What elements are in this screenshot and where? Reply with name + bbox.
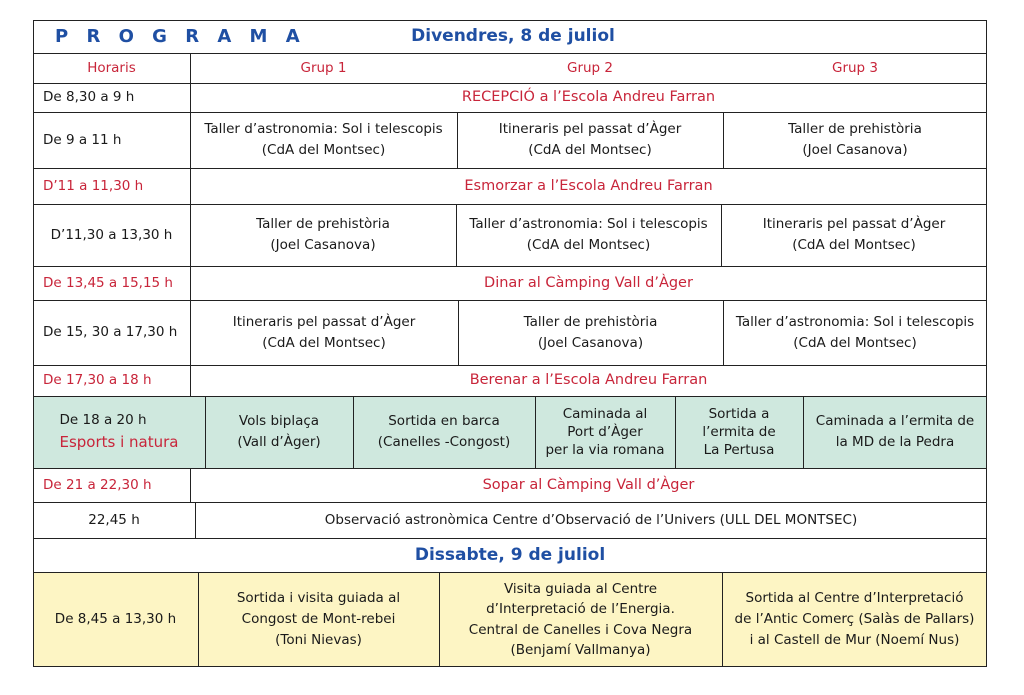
r4-grup1: Taller de prehistòria (Joel Casanova)	[256, 216, 390, 253]
activity-antic-comerc: Sortida al Centre d’Interpretació de l’Antic Comerç (Salàs de Pallars) i al Castell de Mur (Noemí Nus)	[734, 590, 975, 648]
activity-md-pedra: Caminada a l’ermita de la MD de la Pedra	[815, 413, 975, 450]
event-sopar: Sopar al Càmping Vall d’Àger	[482, 476, 695, 493]
event-observacio: Observació astronòmica Centre d’Observació de l’Univers (ULL DEL MONTSEC)	[324, 511, 858, 528]
header-horaris: Horaris	[87, 59, 136, 76]
activity-vols: Vols biplaça (Vall d’Àger)	[237, 413, 321, 450]
time-r5: De 13,45 a 15,15 h	[43, 274, 173, 291]
event-berenar: Berenar a l’Escola Andreu Farran	[469, 372, 708, 389]
r2-grup3: Taller de prehistòria (Joel Casanova)	[788, 121, 922, 158]
time-r3: D’11 a 11,30 h	[43, 177, 144, 194]
event-dinar: Dinar al Càmping Vall d’Àger	[484, 274, 693, 291]
r6-grup1: Itineraris pel passat d’Àger (CdA del Montsec)	[232, 313, 416, 351]
activity-mont-rebei: Sortida i visita guiada al Congost de Mont-rebei (Toni Nievas)	[236, 590, 401, 648]
r4-grup3: Itineraris pel passat d’Àger (CdA del Montsec)	[762, 216, 946, 253]
header-grup-2: Grup 2	[566, 59, 614, 76]
r4-grup2: Taller d’astronomia: Sol i telescopis (CdA del Montsec)	[469, 216, 708, 253]
event-reception: RECEPCIÓ a l’Escola Andreu Farran	[461, 89, 716, 106]
header-grup-1: Grup 1	[300, 59, 347, 76]
day1-title: Divendres, 8 de juliol	[411, 26, 615, 47]
program-table	[33, 20, 987, 667]
time-r4: D’11,30 a 13,30 h	[50, 226, 173, 243]
time-r6: De 15, 30 a 17,30 h	[43, 324, 178, 341]
event-esmorzar: Esmorzar a l’Escola Andreu Farran	[464, 177, 713, 194]
activity-port-ager: Caminada al Port d’Àger per la via romana	[545, 405, 665, 459]
activity-energia: Visita guiada al Centre d’Interpretació de l’Energia. Central de Canelles i Cova Negra (Benjamí Vallmanya)	[468, 581, 693, 658]
time-r11: De 8,45 a 13,30 h	[54, 611, 177, 628]
r6-grup3: Taller d’astronomia: Sol i telescopis (CdA del Montsec)	[735, 313, 975, 351]
activity-pertusa: Sortida a l’ermita de La Pertusa	[702, 405, 776, 459]
r2-grup2: Itineraris pel passat d’Àger (CdA del Montsec)	[498, 121, 682, 158]
time-r7: De 17,30 a 18 h	[43, 372, 152, 389]
activity-barca: Sortida en barca (Canelles -Congost)	[377, 413, 511, 450]
header-grup-3: Grup 3	[831, 59, 879, 76]
r6-grup2: Taller de prehistòria (Joel Casanova)	[523, 313, 658, 351]
program-title: P R O G R A M A	[55, 25, 306, 47]
time-r1: De 8,30 a 9 h	[43, 89, 135, 106]
time-r9: De 21 a 22,30 h	[43, 476, 152, 493]
day2-title: Dissabte, 9 de juliol	[414, 544, 606, 565]
r2-grup1: Taller d’astronomia: Sol i telescopis (CdA del Montsec)	[204, 121, 443, 158]
time-r2: De 9 a 11 h	[43, 131, 122, 148]
time-r10: 22,45 h	[88, 511, 140, 528]
time-r8: De 18 a 20 h Esports i natura	[59, 411, 179, 451]
